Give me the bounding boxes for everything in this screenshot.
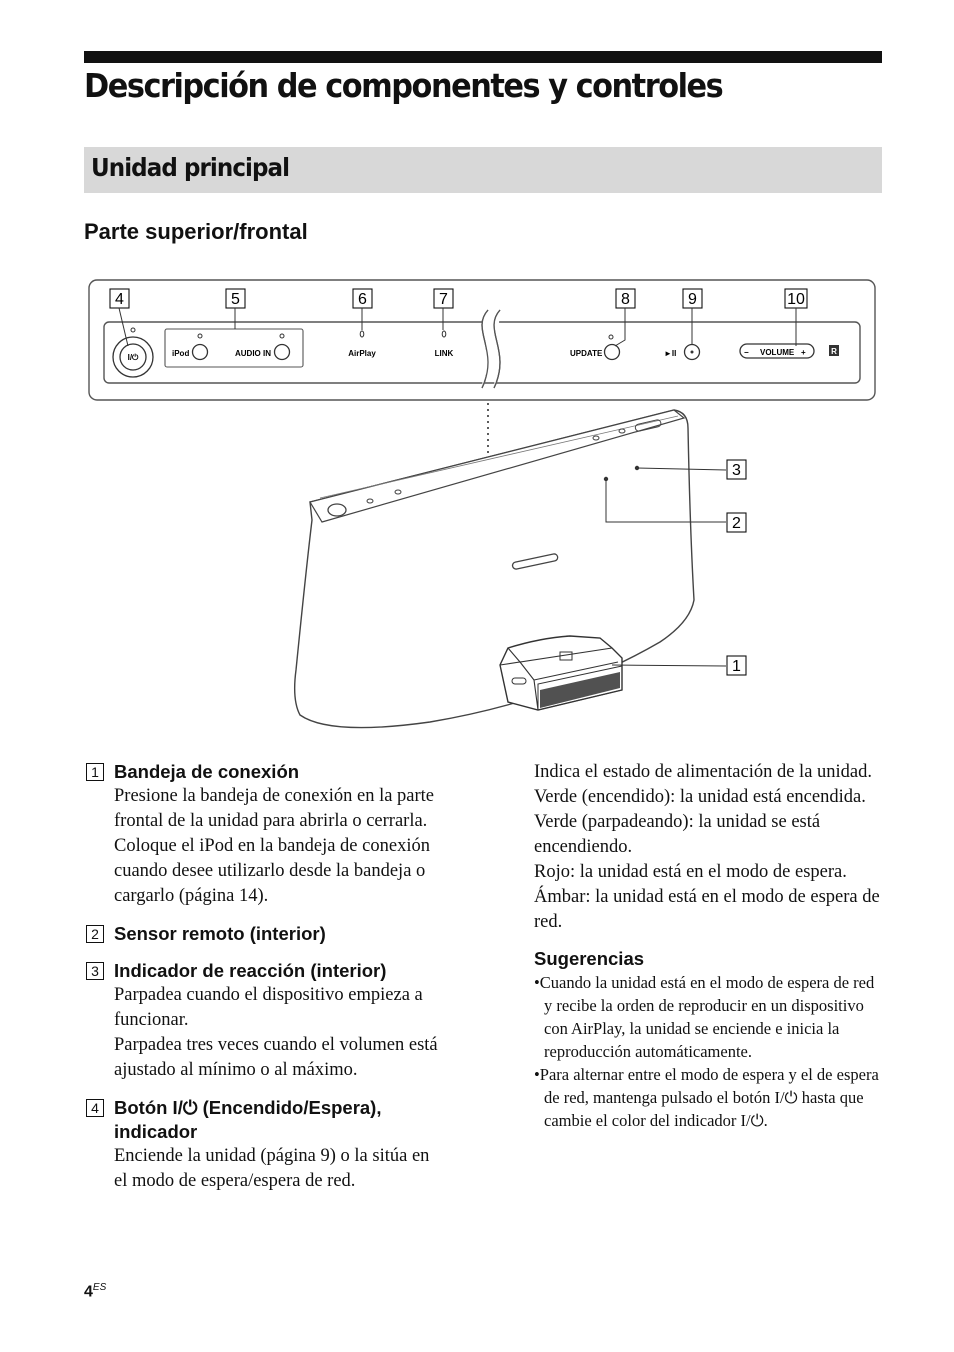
callout-1: 1 (732, 658, 741, 675)
top-panel (89, 280, 875, 400)
status-line: Verde (encendido): la unidad está encendida. (534, 787, 866, 807)
item-number: 2 (86, 925, 104, 943)
item-body: Presione la bandeja de conexión en la parte frontal de la unidad para abrirla o cerrarla. Coloque el iPod en la bandeja de conexión cuando desee utilizarlo desde la bandeja o cargarlo (página 14). (114, 786, 435, 906)
airplay-label: AirPlay (348, 349, 376, 358)
callout-4: 4 (115, 291, 124, 308)
callout-7: 7 (439, 291, 448, 308)
callout-2: 2 (732, 515, 741, 532)
vol-minus-label: − (744, 348, 749, 357)
page-number: $4^{ES}$ (84, 1282, 107, 1301)
status-line: Indica el estado de alimentación de la unidad. (534, 762, 873, 782)
right-column (534, 760, 884, 1132)
title-rule (84, 51, 882, 63)
callout-10: 10 (787, 291, 805, 308)
list-item (84, 922, 440, 946)
list-item (84, 760, 440, 909)
item-number: 3 (86, 962, 104, 980)
item-body: Parpadea tres veces cuando el volumen está ajustado al mínimo o al máximo. (114, 1035, 438, 1080)
ipod-button[interactable] (193, 345, 208, 360)
callout-8: 8 (621, 291, 630, 308)
item-body: Parpadea cuando el dispositivo empieza a funcionar. (114, 985, 423, 1030)
tip-item: •Cuando la unidad está en el modo de espera de red y recibe la orden de reproducir en un dispositivo con AirPlay, la unidad se enciende e inicia la reproducción automáticamente. (534, 973, 875, 1061)
item-number: 4 (86, 1099, 104, 1117)
speaker-unit (295, 410, 694, 728)
item-number: 1 (86, 763, 104, 781)
volume-label: VOLUME (760, 348, 795, 357)
subsection-heading: Parte superior/frontal (84, 219, 308, 244)
callout-5: 5 (231, 291, 240, 308)
item-body: Enciende la unidad (página 9) o la sitúa en el modo de espera/espera de red. (114, 1146, 430, 1191)
item-title: Sensor remoto (interior) (114, 923, 326, 944)
status-line: Rojo: la unidad está en el modo de espera. (534, 862, 847, 882)
callout-9: 9 (688, 291, 697, 308)
update-label: UPDATE (570, 349, 603, 358)
top-callouts (110, 289, 807, 346)
list-item (84, 959, 440, 1083)
audio-in-button[interactable] (275, 345, 290, 360)
tip-item: •Para alternar entre el modo de espera y el de espera de red, mantenga pulsado el botón I/⏻ hasta que cambie el color del indicador I/⏻. (534, 1065, 879, 1130)
unit-diagram (0, 270, 954, 740)
audio-in-label: AUDIO IN (235, 349, 271, 358)
update-button[interactable] (605, 345, 620, 360)
svg-text:R: R (831, 347, 837, 356)
link-label: LINK (434, 349, 454, 358)
ipod-label: iPod (172, 349, 190, 358)
list-item (84, 1096, 440, 1194)
power-label: I/⏻ (127, 353, 139, 362)
page-title: Descripción de componentes y controles (84, 66, 723, 105)
status-line: Ámbar: la unidad está en el modo de espera de red. (534, 887, 880, 932)
callout-3: 3 (732, 462, 741, 479)
left-column (84, 760, 440, 1207)
vol-plus-label: + (801, 348, 806, 357)
item-title: Indicador de reacción (interior) (114, 960, 387, 981)
item-title: Botón I/⏻ (Encendido/Espera), indicador (114, 1097, 382, 1142)
item-title: Bandeja de conexión (114, 761, 300, 782)
callout-6: 6 (358, 291, 367, 308)
tips-heading: Sugerencias (534, 948, 645, 969)
status-line: Verde (parpadeando): la unidad se está encendiendo. (534, 812, 821, 857)
play-pause-label: ►II (664, 349, 677, 358)
section-heading: Unidad principal (91, 153, 290, 182)
